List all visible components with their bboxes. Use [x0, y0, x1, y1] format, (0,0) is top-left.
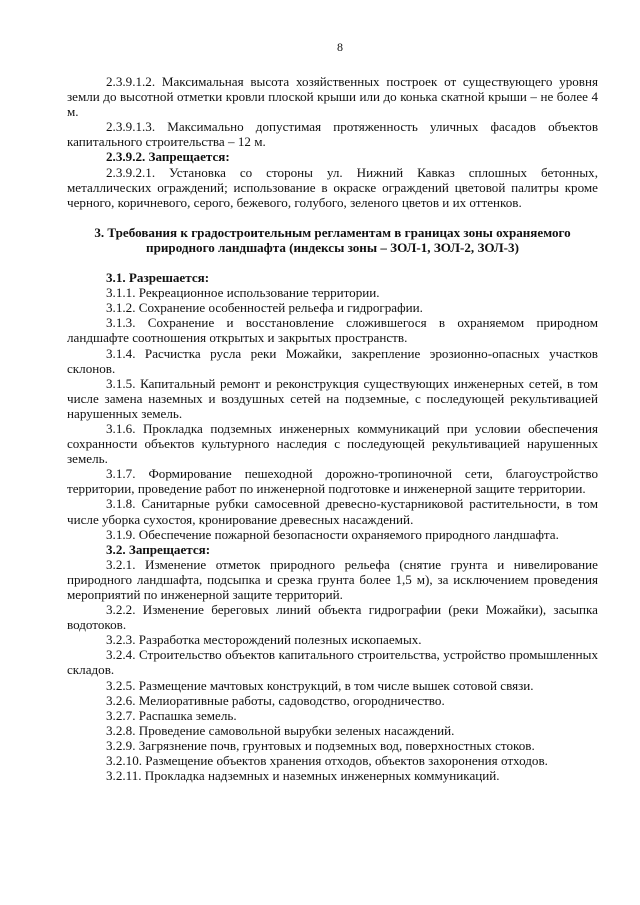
paragraph-3-1-9: 3.1.9. Обеспечение пожарной безопасности охраняемого природного ландшафта.: [106, 526, 559, 542]
paragraph-2-3-9-2-1: 2.3.9.2.1. Установка со стороны ул. Нижний Кавказ сплошных бетонных, металлических ограждений; использование в окраске ограждений цветовой палитры кроме черного, коричневого, серого, бежевого, голубого, зеленого цветов и их оттенков.: [67, 164, 598, 210]
section-heading-3: 3. Требования к градостроительным регламентам в границах зоны охраняемого природного ландшафта (индексы зоны – ЗОЛ-1, ЗОЛ-2, ЗОЛ-3): [94, 224, 571, 255]
paragraph-3-1-2: 3.1.2. Сохранение особенностей рельефа и гидрографии.: [106, 300, 423, 316]
paragraph-3-1-1: 3.1.1. Рекреационное использование территории.: [106, 285, 380, 301]
paragraph-2-3-9-1-2: 2.3.9.1.2. Максимальная высота хозяйственных построек от существующего уровня земли до высотной отметки кровли плоской крыши или до конька скатной крыши – не более 4 м.: [67, 74, 598, 120]
paragraph-3-2-1: 3.2.1. Изменение отметок природного рельефа (снятие грунта и нивелирование природного ландшафта, подсыпка и срезка грунта более 1,5 м), за исключением проведения мероприятий по инженерной защите территорий.: [67, 556, 598, 602]
document-body: [67, 74, 598, 783]
paragraph-3-1-4: 3.1.4. Расчистка русла реки Можайки, закрепление эрозионно-опасных участков склонов.: [67, 345, 598, 376]
paragraph-3-2-2: 3.2.2. Изменение береговых линий объекта гидрографии (реки Можайки), засыпка водотоков.: [67, 602, 598, 633]
paragraph-3-2-10: 3.2.10. Размещение объектов хранения отходов, объектов захоронения отходов.: [106, 753, 548, 769]
paragraph-3-1-3: 3.1.3. Сохранение и восстановление сложившегося в охраняемом природном ландшафте соотношения открытых и закрытых пространств.: [67, 315, 598, 346]
paragraph-3-2-7: 3.2.7. Распашка земель.: [106, 707, 237, 723]
paragraph-3-2-5: 3.2.5. Размещение мачтовых конструкций, в том числе вышек сотовой связи.: [106, 677, 534, 693]
paragraph-3-1-6: 3.1.6. Прокладка подземных инженерных коммуникаций при условии обеспечения сохранности объектов культурного наследия с последующей рекультивацией нарушенных земель.: [67, 420, 598, 467]
paragraph-3-2-4: 3.2.4. Строительство объектов капитального строительства, устройство промышленных складов.: [67, 647, 598, 678]
paragraph-3-1-7: 3.1.7. Формирование пешеходной дорожно-тропиночной сети, благоустройство территории, проведение работ по инженерной подготовке и инженерной защите территории.: [67, 466, 598, 497]
subheading-3-2: 3.2. Запрещается:: [106, 541, 211, 557]
page-number: 8: [337, 40, 343, 54]
paragraph-3-2-9: 3.2.9. Загрязнение почв, грунтовых и подземных вод, поверхностных стоков.: [106, 737, 535, 753]
paragraph-3-2-6: 3.2.6. Мелиоративные работы, садоводство, огородничество.: [106, 692, 445, 708]
subheading-2-3-9-2: 2.3.9.2. Запрещается:: [106, 149, 230, 165]
paragraph-3-2-8: 3.2.8. Проведение самовольной вырубки зеленых насаждений.: [106, 722, 455, 738]
paragraph-3-2-11: 3.2.11. Прокладка надземных и наземных инженерных коммуникаций.: [106, 768, 500, 784]
subheading-3-1: 3.1. Разрешается:: [106, 270, 210, 286]
paragraph-3-1-5: 3.1.5. Капитальный ремонт и реконструкция существующих инженерных сетей, в том числе замена наземных и воздушных сетей на подземные, с последующей рекультивацией нарушенных земель.: [67, 375, 598, 421]
paragraph-3-1-8: 3.1.8. Санитарные рубки самосевной древесно-кустарниковой растительности, в том числе уборка сухостоя, кронирование древесных насаждений.: [67, 496, 598, 527]
paragraph-3-2-3: 3.2.3. Разработка месторождений полезных ископаемых.: [106, 632, 422, 648]
paragraph-2-3-9-1-3: 2.3.9.1.3. Максимально допустимая протяженность уличных фасадов объектов капитального строительства – 12 м.: [67, 119, 598, 150]
